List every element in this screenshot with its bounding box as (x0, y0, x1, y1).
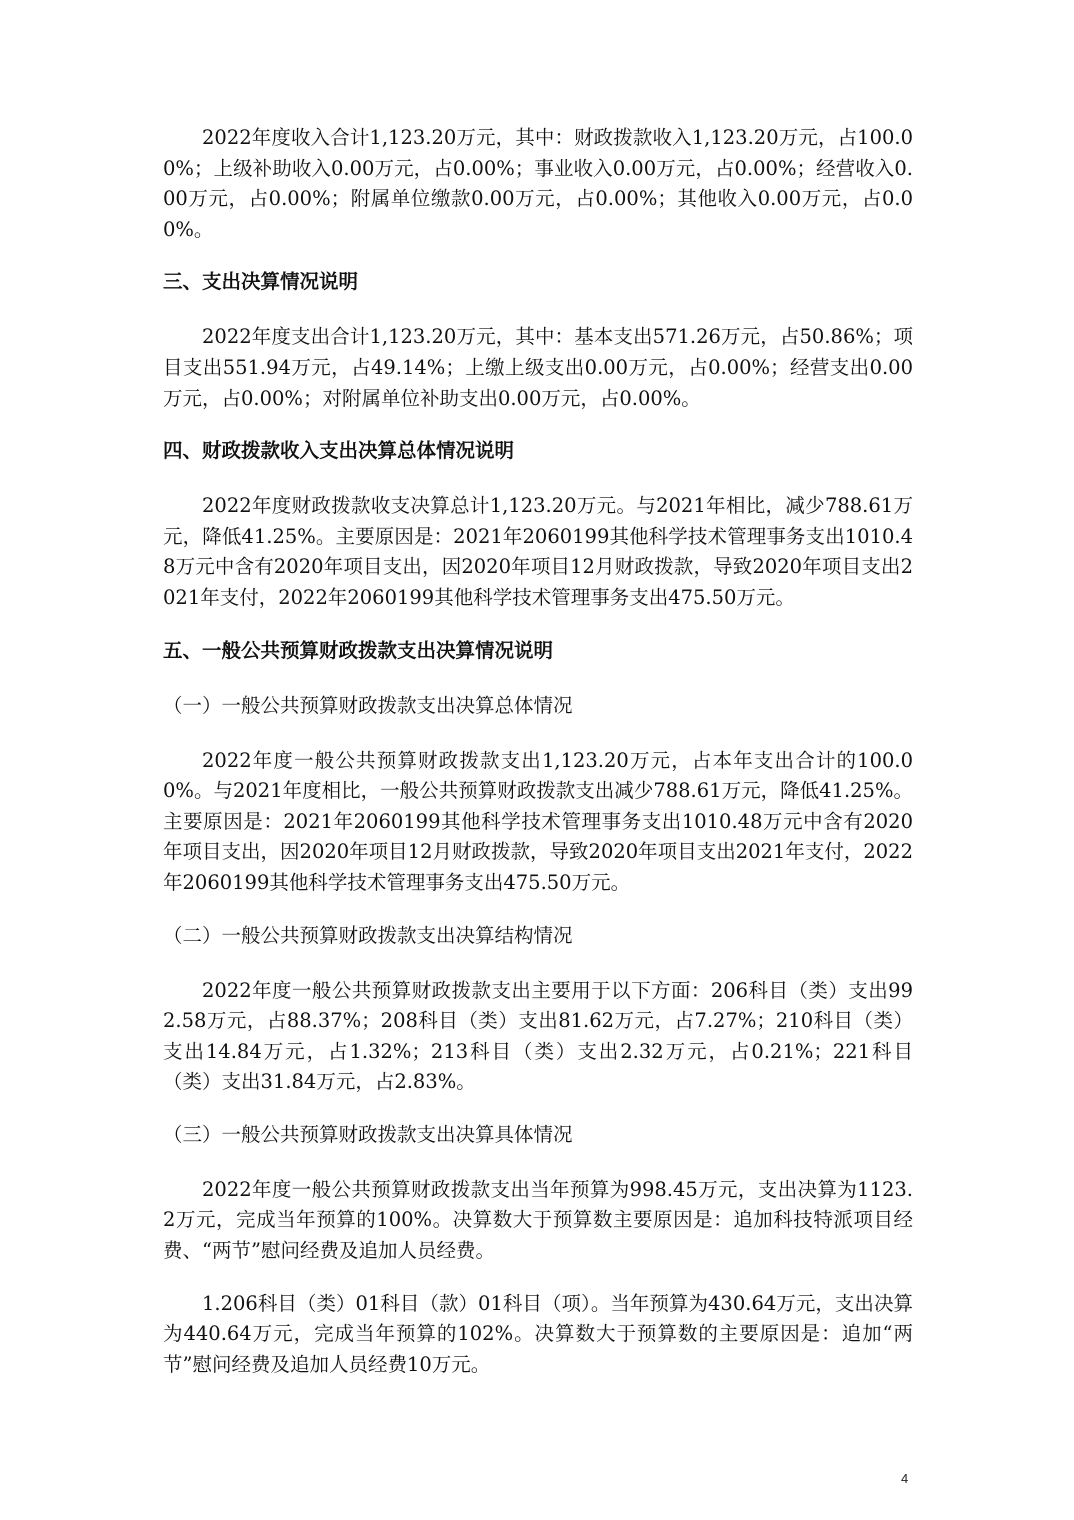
page-number: 4 (901, 1471, 909, 1486)
income-summary-paragraph: 2022年度收入合计1,123.20万元，其中：财政拨款收入1,123.20万元，占100.00%；上级补助收入0.00万元，占0.00%；事业收入0.00万元，占0.00%；经营收入0.00万元，占0.00%；附属单位缴款0.00万元，占0.00%；其他收入0.00万元，占0.00%。 (163, 126, 913, 241)
fiscal-allocation-paragraph: 2022年度财政拨款收支决算总计1,123.20万元。与2021年相比，减少788.61万元，降低41.25%。主要原因是：2021年2060199其他科学技术管理事务支出1010.48万元中含有2020年项目支出，因2020年项目12月财政拨款，导致2020年项目支出2021年支付，2022年2060199其他科学技术管理事务支出475.50万元。 (163, 494, 913, 609)
section-heading-general-budget: 五、一般公共预算财政拨款支出决算情况说明 (163, 638, 554, 662)
subheading-overall: （一）一般公共预算财政拨款支出决算总体情况 (163, 693, 573, 717)
general-budget-structure-paragraph: 2022年度一般公共预算财政拨款支出主要用于以下方面：206科目（类）支出992.58万元，占88.37%；208科目（类）支出81.62万元，占7.27%；210科目（类）支出14.84万元，占1.32%；213科目（类）支出2.32万元，占0.21%；221科目（类）支出31.84万元，占2.83%。 (163, 978, 913, 1094)
section-heading-fiscal-allocation: 四、财政拨款收入支出决算总体情况说明 (163, 439, 515, 463)
expenditure-summary-paragraph: 2022年度支出合计1,123.20万元，其中：基本支出571.26万元，占50.86%；项目支出551.94万元，占49.14%；上缴上级支出0.00万元，占0.00%；经营支出0.00万元，占0.00%；对附属单位补助支出0.00万元，占0.00%。 (163, 325, 913, 410)
subheading-details: （三）一般公共预算财政拨款支出决算具体情况 (163, 1122, 573, 1146)
general-budget-overall-paragraph: 2022年度一般公共预算财政拨款支出1,123.20万元，占本年支出合计的100.00%。与2021年度相比，一般公共预算财政拨款支出减少788.61万元，降低41.25%。主要原因是：2021年2060199其他科学技术管理事务支出1010.48万元中含有2020年项目支出，因2020年项目12月财政拨款，导致2020年项目支出2021年支付，2022年2060199其他科学技术管理事务支出475.50万元。 (163, 748, 913, 894)
document-body (163, 123, 913, 1402)
general-budget-details-paragraph: 2022年度一般公共预算财政拨款支出当年预算为998.45万元，支出决算为1123.2万元，完成当年预算的100%。决算数大于预算数主要原因是：追加科技特派项目经费、“两节”慰问经费及追加人员经费。 (163, 1177, 913, 1263)
subheading-structure: （二）一般公共预算财政拨款支出决算结构情况 (163, 923, 573, 947)
item-206-paragraph: 1.206科目（类）01科目（款）01科目（项）。当年预算为430.64万元，支出决算为440.64万元，完成当年预算的102%。决算数大于预算数的主要原因是：追加“两节”慰问经费及追加人员经费10万元。 (163, 1291, 913, 1376)
section-heading-expenditure: 三、支出决算情况说明 (163, 270, 359, 294)
